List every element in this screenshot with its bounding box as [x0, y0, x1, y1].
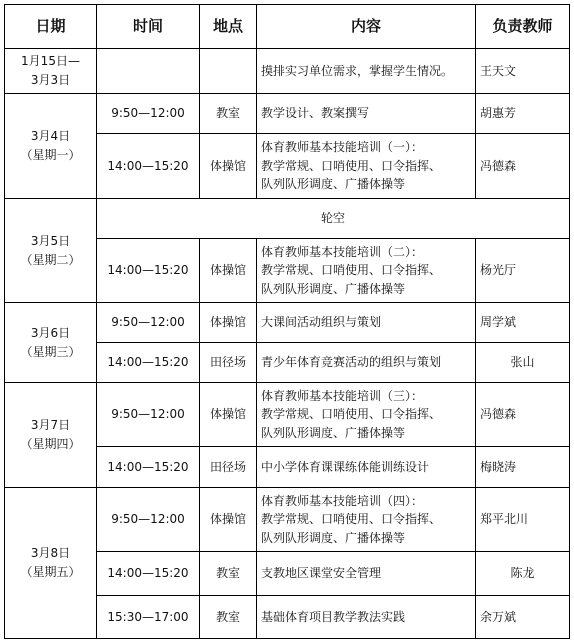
- content-cell: 基础体育项目教学教法实践: [257, 596, 476, 639]
- content-cell: 青少年体育竞赛活动的组织与策划: [257, 343, 476, 383]
- content-line-1: 体育教师基本技能培训（一）：: [261, 140, 424, 155]
- weekday-text: （星期三）: [20, 344, 81, 359]
- place-cell: 体操馆: [200, 383, 257, 447]
- time-cell: 14:00—15:20: [97, 552, 200, 596]
- content-line-1: 体育教师基本技能培训（四）：: [261, 493, 424, 508]
- header-content: 内容: [257, 5, 476, 49]
- date-cell: [5, 383, 97, 488]
- content-line-1: 体育教师基本技能培训（三）：: [261, 388, 424, 403]
- content-cell: [257, 239, 476, 303]
- content-cell: 中小学体育课课练体能训练设计: [257, 447, 476, 488]
- teacher-cell: 冯德森: [476, 383, 570, 447]
- content-line-2: 教学常规、口哨使用、口令指挥、: [261, 407, 442, 422]
- date-line-1: 1月15日—: [21, 54, 80, 69]
- date-cell: [5, 199, 97, 303]
- weekday-text: （星期四）: [20, 437, 81, 451]
- time-cell: 14:00—15:20: [97, 447, 200, 488]
- teacher-cell: 张山: [476, 343, 570, 383]
- weekday-text: （星期五）: [20, 565, 81, 579]
- header-place: 地点: [200, 5, 257, 49]
- content-cell: [257, 488, 476, 552]
- place-cell: [200, 49, 257, 94]
- date-text: 3月4日: [30, 129, 71, 144]
- time-cell: 14:00—15:20: [97, 134, 200, 199]
- content-cell: 摸排实习单位需求，掌握学生情况。: [257, 49, 476, 94]
- teacher-cell: 梅晓涛: [476, 447, 570, 488]
- place-cell: 田径场: [200, 343, 257, 383]
- table-row: [5, 49, 570, 94]
- teacher-cell: 冯德森: [476, 134, 570, 199]
- place-cell: 体操馆: [200, 239, 257, 303]
- content-cell: [257, 383, 476, 447]
- date-cell: [5, 94, 97, 199]
- place-cell: 田径场: [200, 447, 257, 488]
- header-date: 日期: [5, 5, 97, 49]
- table-row: [5, 383, 570, 447]
- place-cell: 教室: [200, 596, 257, 639]
- content-line-1: 体育教师基本技能培训（二）：: [261, 244, 424, 259]
- table-row: [5, 488, 570, 552]
- time-cell: 9:50—12:00: [97, 303, 200, 343]
- teacher-cell: 陈龙: [476, 552, 570, 596]
- date-cell: [5, 488, 97, 639]
- teacher-cell: 周学斌: [476, 303, 570, 343]
- date-line-2: 3月3日: [30, 73, 71, 87]
- teacher-cell: 杨光厅: [476, 239, 570, 303]
- weekday-text: （星期二）: [20, 252, 81, 267]
- content-line-2: 教学常规、口哨使用、口令指挥、: [261, 158, 442, 173]
- content-line-3: 队列队形调度、广播体操等: [261, 281, 406, 296]
- time-cell: 14:00—15:20: [97, 343, 200, 383]
- content-line-3: 队列队形调度、广播体操等: [261, 530, 406, 545]
- rest-day-cell: 轮空: [97, 199, 570, 239]
- content-cell: 支教地区课堂安全管理: [257, 552, 476, 596]
- date-cell: [5, 49, 97, 94]
- time-cell: 9:50—12:00: [97, 488, 200, 552]
- date-text: 3月5日: [30, 233, 71, 248]
- content-cell: 大课间活动组织与策划: [257, 303, 476, 343]
- header-teacher: 负责教师: [476, 5, 570, 49]
- teacher-cell: 余万斌: [476, 596, 570, 639]
- place-cell: 体操馆: [200, 303, 257, 343]
- place-cell: 教室: [200, 552, 257, 596]
- teacher-cell: 郑平北川: [476, 488, 570, 552]
- table-row: [5, 94, 570, 134]
- time-cell: [97, 49, 200, 94]
- content-line-3: 队列队形调度、广播体操等: [261, 177, 406, 192]
- date-text: 3月6日: [30, 325, 71, 340]
- teacher-cell: 王天文: [476, 49, 570, 94]
- date-text: 3月7日: [30, 418, 71, 433]
- content-cell: 教学设计、教案撰写: [257, 94, 476, 134]
- content-line-2: 教学常规、口哨使用、口令指挥、: [261, 263, 442, 278]
- place-cell: 体操馆: [200, 488, 257, 552]
- time-cell: 9:50—12:00: [97, 383, 200, 447]
- content-line-2: 教学常规、口哨使用、口令指挥、: [261, 512, 442, 527]
- weekday-text: （星期一）: [20, 148, 81, 162]
- time-cell: 15:30—17:00: [97, 596, 200, 639]
- teacher-cell: 胡惠芳: [476, 94, 570, 134]
- header-row: [5, 5, 570, 49]
- date-text: 3月8日: [30, 546, 71, 561]
- content-cell: [257, 134, 476, 199]
- table-row: [5, 199, 570, 239]
- header-time: 时间: [97, 5, 200, 49]
- table-row: [5, 303, 570, 343]
- content-line-3: 队列队形调度、广播体操等: [261, 425, 406, 440]
- place-cell: 教室: [200, 94, 257, 134]
- place-cell: 体操馆: [200, 134, 257, 199]
- time-cell: 9:50—12:00: [97, 94, 200, 134]
- time-cell: 14:00—15:20: [97, 239, 200, 303]
- schedule-table: [4, 4, 570, 639]
- date-cell: [5, 303, 97, 383]
